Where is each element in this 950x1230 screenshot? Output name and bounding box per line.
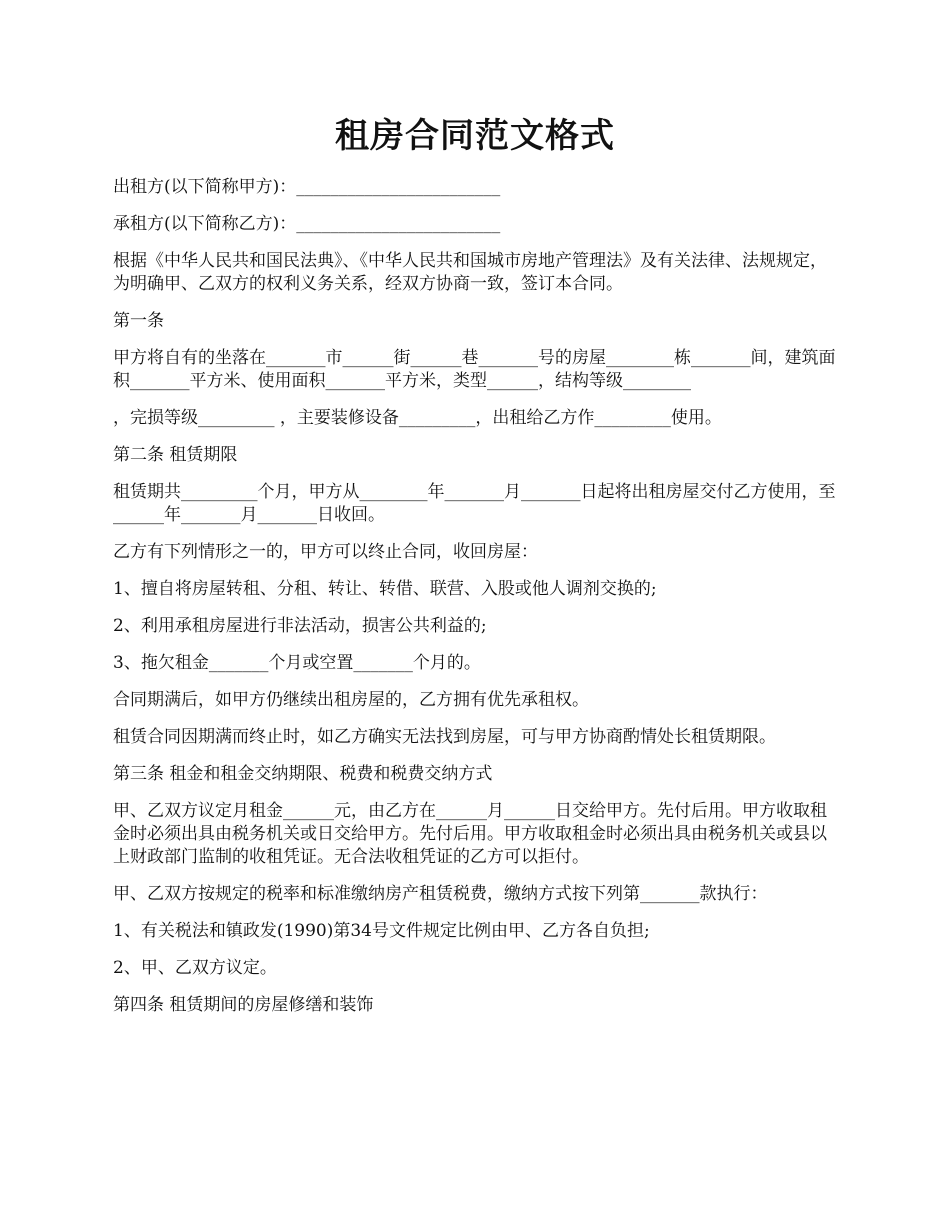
paragraph-rent-payment: 甲、乙双方议定月租金______元，由乙方在______月______日交给甲方。先付后用。甲方收取租金时必须出具由税务机关或日交给甲方。先付后用。甲方收取租金时必须出具由税务机关或县以上财政部门监制的收租凭证。无合法收租凭证的乙方可以拒付。 <box>113 801 827 867</box>
article-1-heading: 第一条 <box>113 311 164 331</box>
article-2-heading: 第二条 租赁期限 <box>113 445 238 465</box>
paragraph-term-extension: 租赁合同因期满而终止时，如乙方确实无法找到房屋，可与甲方协商酌情处长租赁期限。 <box>113 727 776 747</box>
article-4-heading: 第四条 租赁期间的房屋修缮和装饰 <box>113 995 374 1015</box>
paragraph-property-condition: ，完损等级_________ ，主要装修设备_________，出租给乙方作_________使用。 <box>113 408 722 428</box>
list-item-tax-2: 2、甲、乙双方议定。 <box>113 958 277 978</box>
document-title: 租房合同范文格式 <box>335 116 615 156</box>
paragraph-termination-intro: 乙方有下列情形之一的，甲方可以终止合同，收回房屋： <box>113 542 538 562</box>
paragraph-lessor-line: 出租方(以下简称甲方)：________________________ <box>113 177 501 197</box>
paragraph-tax-payment: 甲、乙双方按规定的税率和标准缴纳房产租赁税费，缴纳方式按下列第_______款执行： <box>113 884 768 904</box>
paragraph-lease-term: 租赁期共_________个月，甲方从________年_______月_______日起将出租房屋交付乙方使用，至______年_______月_______日收回。 <box>113 482 836 525</box>
article-3-heading: 第三条 租金和租金交纳期限、税费和税费交纳方式 <box>113 764 493 784</box>
paragraph-lessee-line: 承租方(以下简称乙方)：________________________ <box>113 214 501 234</box>
paragraph-preamble: 根据《中华人民共和国民法典》、《中华人民共和国城市房地产管理法》及有关法律、法规规定，为明确甲、乙双方的权利义务关系，经双方协商一致，签订本合同。 <box>113 251 827 294</box>
list-item-termination-3: 3、拖欠租金_______个月或空置_______个月的。 <box>113 653 481 673</box>
list-item-tax-1: 1、有关税法和镇政发(1990)第34号文件规定比例由甲、乙方各自负担; <box>113 921 650 941</box>
document-body <box>113 176 841 1031</box>
list-item-termination-2: 2、利用承租房屋进行非法活动，损害公共利益的; <box>113 616 487 636</box>
paragraph-renewal-priority: 合同期满后，如甲方仍继续出租房屋的，乙方拥有优先承租权。 <box>113 690 589 710</box>
list-item-termination-1: 1、擅自将房屋转租、分租、转让、转借、联营、入股或他人调剂交换的; <box>113 579 657 599</box>
paragraph-property-details: 甲方将自有的坐落在_______市______街______巷_______号的房屋________栋_______间，建筑面积_______平方米、使用面积_______平方米，类型______，结构等级________ <box>113 348 836 391</box>
